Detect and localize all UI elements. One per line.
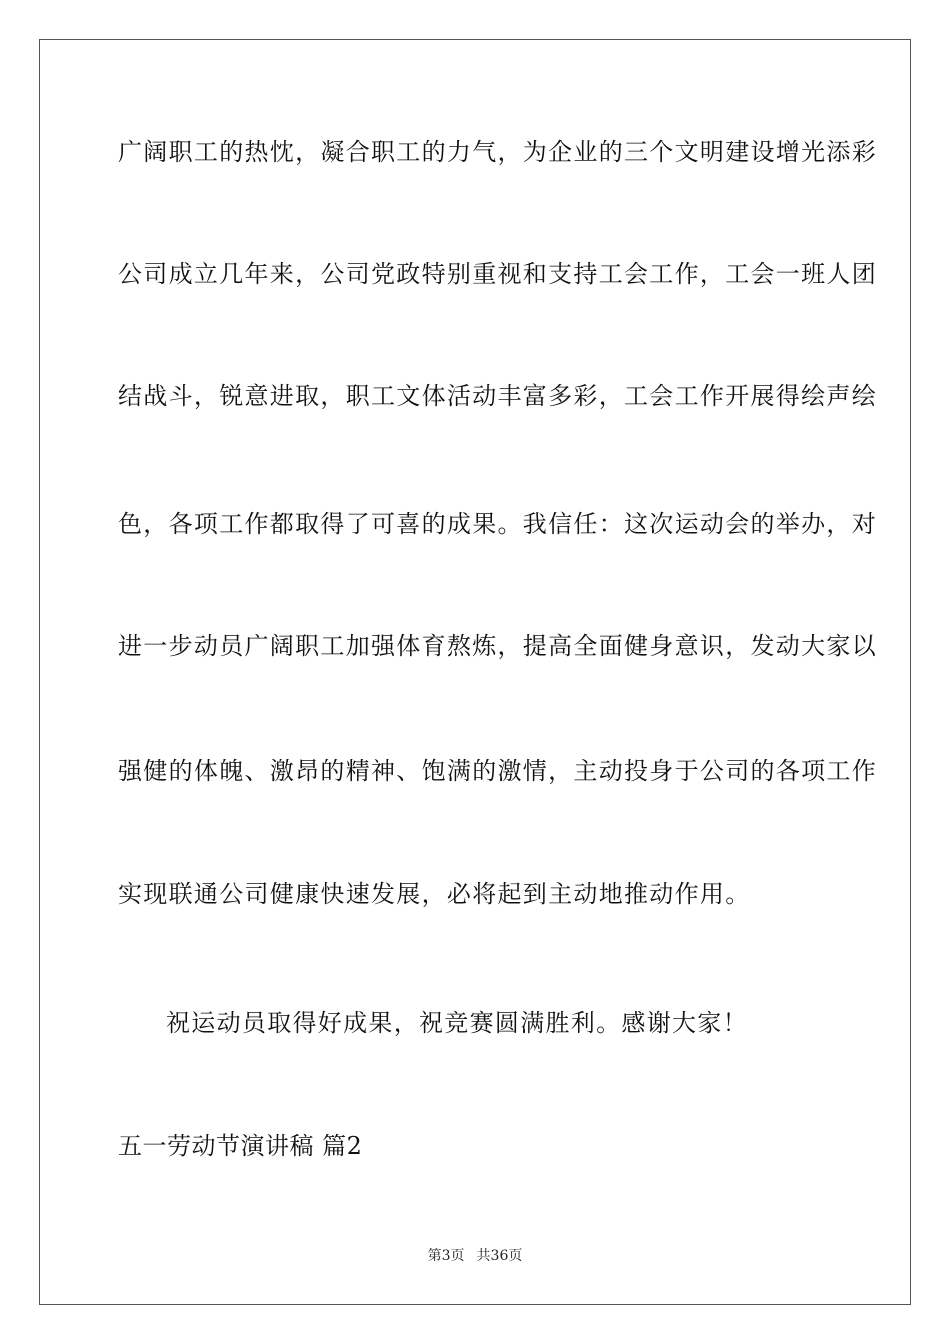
- page-frame: [39, 39, 911, 1305]
- closing-line: 祝运动员取得好成果，祝竞赛圆满胜利。感谢大家！: [166, 1009, 748, 1037]
- current-page-number: 第3页: [427, 1248, 465, 1264]
- total-page-count: 共36页: [476, 1248, 523, 1264]
- paragraph-line-2: 公司成立几年来，公司党政特别重视和支持工会工作，工会一班人团: [118, 260, 877, 288]
- paragraph-line-5: 进一步动员广阔职工加强体育熬炼，提高全面健身意识，发动大家以: [118, 632, 877, 660]
- section-heading: 五一劳动节演讲稿 篇2: [118, 1132, 363, 1160]
- paragraph-line-7: 实现联通公司健康快速发展，必将起到主动地推动作用。: [118, 880, 751, 908]
- paragraph-line-6: 强健的体魄、激昂的精神、饱满的激情，主动投身于公司的各项工作: [118, 757, 877, 785]
- paragraph-line-4: 色，各项工作都取得了可喜的成果。我信任：这次运动会的举办，对: [118, 510, 877, 538]
- paragraph-line-1: 广阔职工的热忱，凝合职工的力气，为企业的三个文明建设增光添彩: [118, 138, 877, 166]
- paragraph-line-3: 结战斗，锐意进取，职工文体活动丰富多彩，工会工作开展得绘声绘: [118, 382, 877, 410]
- page-footer: [0, 1247, 950, 1265]
